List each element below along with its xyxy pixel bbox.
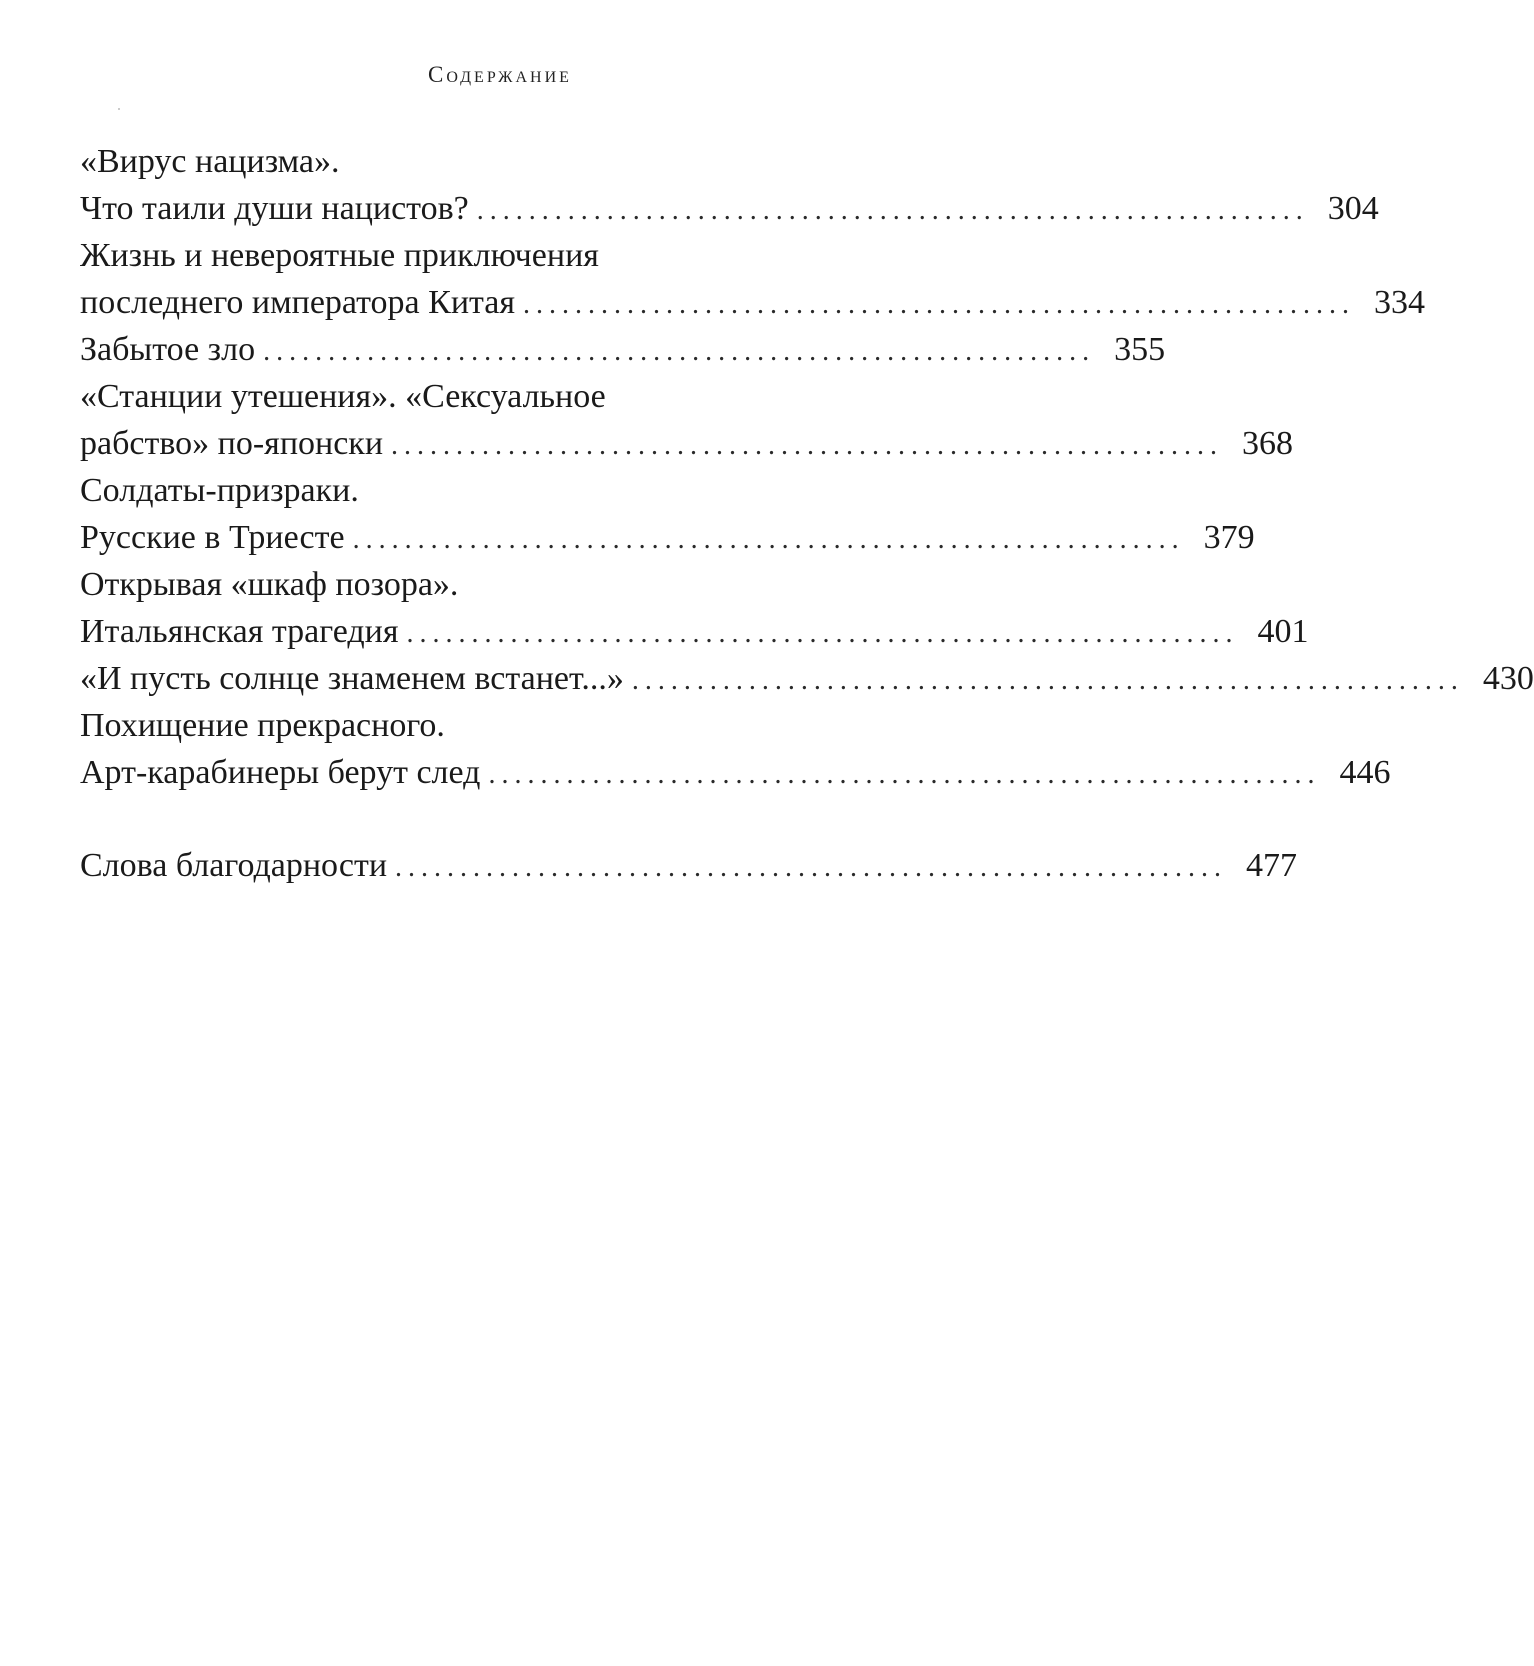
toc-entry-title: «И пусть солнце знаменем встанет...»: [80, 660, 624, 697]
toc-entry-title: Открывая «шкаф позора».: [80, 566, 459, 603]
toc-page-number: 477: [1246, 847, 1298, 884]
toc-entry-title: Слова благодарности: [80, 847, 388, 884]
toc-entry: [80, 655, 1534, 702]
toc-entry-title: «Станции утешения». «Сексуальное: [80, 378, 606, 415]
toc-entry: [80, 420, 1294, 467]
toc-entry-title: последнего императора Китая: [80, 284, 516, 321]
toc-entry-title: Русские в Триесте: [80, 519, 345, 556]
toc-entry-title: Похищение прекрасного.: [80, 707, 445, 744]
toc-entry: [80, 138, 866, 185]
toc-entry-title: Жизнь и невероятные приключения: [80, 237, 599, 274]
toc-entry: [80, 326, 1166, 373]
toc-entry: [80, 467, 866, 514]
toc-spacer: [80, 796, 866, 842]
toc-entry-title: Что таили души нацистов?: [80, 190, 469, 227]
dot-leader: ................................................................: [476, 195, 1309, 226]
toc-page-number: 368: [1242, 425, 1294, 462]
dot-leader: ................................................................: [523, 289, 1356, 320]
dot-leader: ................................................................: [631, 665, 1464, 696]
toc-page-number: 355: [1114, 331, 1166, 368]
table-of-contents: [80, 138, 1534, 889]
toc-entry-title: Арт-карабинеры берут след: [80, 754, 481, 791]
toc-entry: [80, 608, 1309, 655]
toc-entry: [80, 561, 866, 608]
toc-entry: [80, 749, 1391, 796]
toc-entry: [80, 232, 866, 279]
toc-entry-title: «Вирус нацизма».: [80, 143, 340, 180]
toc-entry-title: рабство» по-японски: [80, 425, 384, 462]
toc-page-number: 401: [1257, 613, 1309, 650]
scan-speck: [118, 108, 120, 110]
toc-entry-title: Солдаты-призраки.: [80, 472, 359, 509]
running-head: Содержание: [428, 62, 572, 87]
toc-entry: [80, 185, 1379, 232]
toc-entry: [80, 514, 1255, 561]
dot-leader: ................................................................: [391, 430, 1224, 461]
toc-page-number: 304: [1327, 190, 1379, 227]
toc-entry: [80, 702, 866, 749]
dot-leader: ................................................................: [395, 852, 1228, 883]
toc-page-number: 430: [1482, 660, 1534, 697]
dot-leader: ................................................................: [488, 759, 1321, 790]
toc-entry-title: Забытое зло: [80, 331, 256, 368]
toc-entry: [80, 842, 1298, 889]
toc-entry: [80, 279, 1426, 326]
toc-page-number: 334: [1374, 284, 1426, 321]
dot-leader: ................................................................: [263, 336, 1096, 367]
dot-leader: ................................................................: [406, 618, 1239, 649]
toc-page-number: 446: [1339, 754, 1391, 791]
dot-leader: ................................................................: [352, 524, 1185, 555]
toc-entry-title: Итальянская трагедия: [80, 613, 399, 650]
toc-entry: [80, 373, 866, 420]
toc-page-number: 379: [1203, 519, 1255, 556]
